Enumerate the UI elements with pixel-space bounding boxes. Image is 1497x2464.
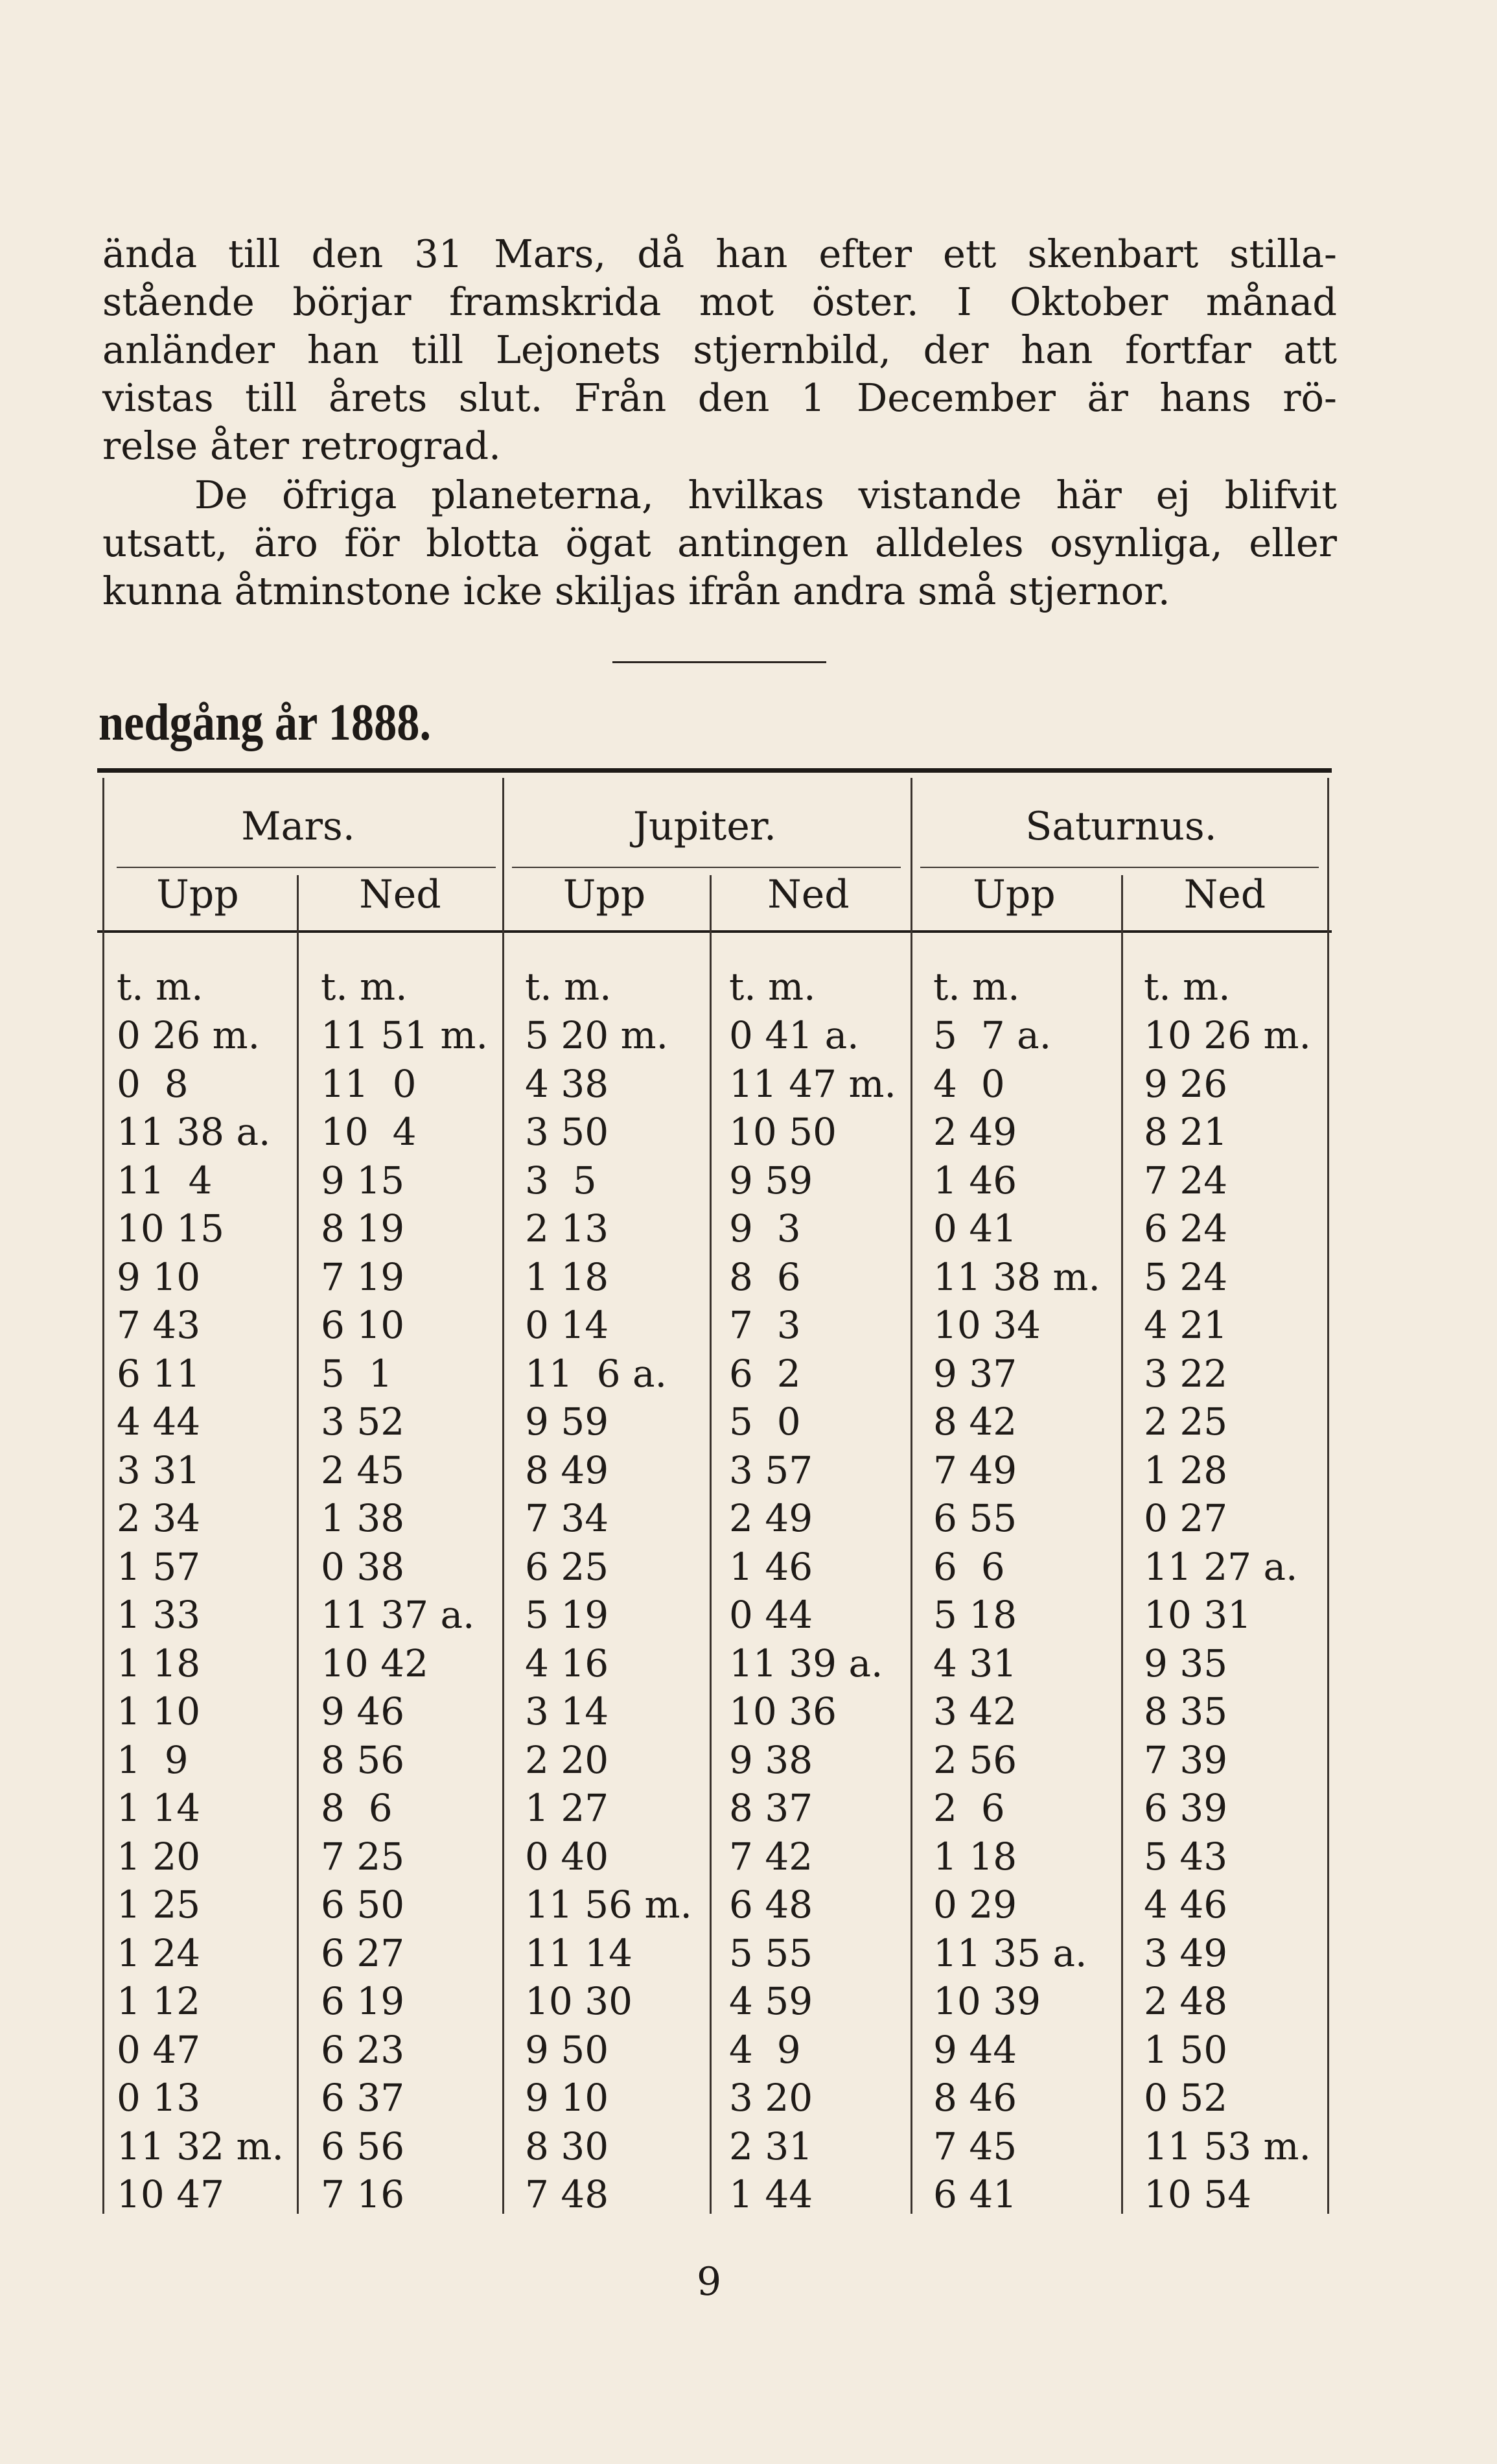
table-row	[97, 1494, 1332, 1542]
table-top-rule	[97, 768, 1332, 773]
time-cell: 11 47 m.	[729, 1061, 896, 1106]
unit-label: t. m.	[1144, 965, 1231, 1009]
time-cell: 4 16	[525, 1641, 609, 1685]
time-cell: 2 34	[117, 1496, 201, 1540]
time-cell: 11 32 m.	[117, 2124, 284, 2168]
time-cell: 9 10	[117, 1254, 201, 1299]
time-cell: 0 27	[1144, 1496, 1228, 1540]
table-row	[97, 1204, 1332, 1252]
planet-header-saturnus: Saturnus.	[1025, 804, 1217, 849]
time-cell: 11 56 m.	[525, 1883, 692, 1927]
paragraph2-line: kunna åtminstone icke skiljas ifrån andra små stjernor.	[102, 569, 1170, 613]
table-row	[97, 1108, 1332, 1156]
time-cell: 7 25	[321, 1834, 405, 1879]
time-cell: 11 38 m.	[933, 1254, 1100, 1299]
table-row	[97, 1736, 1332, 1784]
time-cell: 2 20	[525, 1737, 609, 1782]
table-heading: nedgång år 1888.	[99, 694, 432, 751]
section-divider	[612, 661, 826, 663]
time-cell: 4 38	[525, 1061, 609, 1106]
time-cell: 4 44	[117, 1400, 201, 1444]
table-row	[97, 1687, 1332, 1735]
rise-set-table	[97, 768, 1332, 2227]
time-cell: 3 20	[729, 2076, 813, 2120]
time-cell: 10 47	[117, 2172, 225, 2216]
time-cell: 7 16	[321, 2172, 405, 2216]
time-cell: 8 46	[933, 2076, 1017, 2120]
time-cell: 2 49	[933, 1110, 1017, 1154]
time-cell: 9 59	[525, 1400, 609, 1444]
planet-header-jupiter: Jupiter.	[632, 804, 777, 849]
time-cell: 4 21	[1144, 1303, 1228, 1347]
table-row	[97, 1543, 1332, 1591]
time-cell: 6 27	[321, 1930, 405, 1975]
saturnus-header-rule	[920, 867, 1319, 868]
time-cell: 11 6 a.	[525, 1351, 667, 1396]
time-cell: 2 6	[933, 1786, 1005, 1830]
table-row	[97, 1929, 1332, 1977]
time-cell: 5 7 a.	[933, 1013, 1052, 1057]
time-cell: 5 43	[1144, 1834, 1228, 1879]
time-cell: 2 13	[525, 1206, 609, 1250]
time-cell: 3 52	[321, 1400, 405, 1444]
unit-label: t. m.	[729, 965, 816, 1009]
time-cell: 7 34	[525, 1496, 609, 1540]
time-cell: 7 24	[1144, 1158, 1228, 1203]
mars-ned-header: Ned	[359, 872, 441, 917]
time-cell: 10 54	[1144, 2172, 1252, 2216]
time-cell: 9 10	[525, 2076, 609, 2120]
time-cell: 0 38	[321, 1544, 405, 1589]
time-cell: 1 33	[117, 1593, 201, 1637]
paragraph1-line: ända till den 31 Mars, då han efter ett skenbart stilla-	[102, 231, 1337, 276]
time-cell: 1 38	[321, 1496, 405, 1540]
time-cell: 10 34	[933, 1303, 1041, 1347]
time-cell: 1 46	[933, 1158, 1017, 1203]
time-cell: 8 35	[1144, 1689, 1228, 1733]
table-row	[97, 2122, 1332, 2170]
time-cell: 7 3	[729, 1303, 801, 1347]
time-cell: 0 29	[933, 1883, 1017, 1927]
paragraph1-line: relse åter retrograd.	[102, 423, 501, 468]
time-cell: 0 40	[525, 1834, 609, 1879]
time-cell: 1 57	[117, 1544, 201, 1589]
time-cell: 6 24	[1144, 1206, 1228, 1250]
time-cell: 1 50	[1144, 2027, 1228, 2072]
time-cell: 6 23	[321, 2027, 405, 2072]
time-cell: 9 44	[933, 2027, 1017, 2072]
time-cell: 8 49	[525, 1448, 609, 1492]
time-cell: 7 42	[729, 1834, 813, 1879]
time-cell: 2 25	[1144, 1400, 1228, 1444]
time-cell: 10 39	[933, 1979, 1041, 2023]
time-cell: 6 55	[933, 1496, 1017, 1540]
time-cell: 0 41	[933, 1206, 1017, 1250]
time-cell: 10 50	[729, 1110, 837, 1154]
paragraph2-line: utsatt, äro för blotta ögat antingen alldeles osynliga, eller	[102, 521, 1337, 565]
time-cell: 10 36	[729, 1689, 837, 1733]
time-cell: 10 4	[321, 1110, 417, 1154]
time-cell: 0 44	[729, 1593, 813, 1637]
time-cell: 7 45	[933, 2124, 1017, 2168]
table-row	[97, 1446, 1332, 1494]
time-cell: 10 31	[1144, 1593, 1252, 1637]
time-cell: 8 37	[729, 1786, 813, 1830]
time-cell: 8 56	[321, 1737, 405, 1782]
time-cell: 5 55	[729, 1930, 813, 1975]
time-cell: 0 41 a.	[729, 1013, 859, 1057]
time-cell: 1 24	[117, 1930, 201, 1975]
time-cell: 4 46	[1144, 1883, 1228, 1927]
time-cell: 8 19	[321, 1206, 405, 1250]
time-cell: 9 38	[729, 1737, 813, 1782]
time-cell: 2 48	[1144, 1979, 1228, 2023]
table-row	[97, 1639, 1332, 1687]
time-cell: 4 59	[729, 1979, 813, 2023]
time-cell: 6 19	[321, 1979, 405, 2023]
time-cell: 6 6	[933, 1544, 1005, 1589]
time-cell: 3 57	[729, 1448, 813, 1492]
time-cell: 9 3	[729, 1206, 801, 1250]
jupiter-header-rule	[512, 867, 901, 868]
time-cell: 3 49	[1144, 1930, 1228, 1975]
time-cell: 1 28	[1144, 1448, 1228, 1492]
time-cell: 10 42	[321, 1641, 429, 1685]
table-row	[97, 1833, 1332, 1881]
time-cell: 8 21	[1144, 1110, 1228, 1154]
time-cell: 9 15	[321, 1158, 405, 1203]
saturnus-upp-header: Upp	[973, 872, 1056, 917]
table-row	[97, 1591, 1332, 1639]
page-number: 9	[697, 2259, 722, 2305]
time-cell: 3 5	[525, 1158, 597, 1203]
table-row	[97, 2074, 1332, 2122]
time-cell: 8 6	[321, 1786, 393, 1830]
time-cell: 5 20 m.	[525, 1013, 669, 1057]
time-cell: 3 14	[525, 1689, 609, 1733]
time-cell: 11 51 m.	[321, 1013, 488, 1057]
time-cell: 1 44	[729, 2172, 813, 2216]
time-cell: 3 50	[525, 1110, 609, 1154]
time-cell: 3 22	[1144, 1351, 1228, 1396]
time-cell: 9 46	[321, 1689, 405, 1733]
time-cell: 6 56	[321, 2124, 405, 2168]
time-cell: 9 35	[1144, 1641, 1228, 1685]
mars-header-rule	[117, 867, 496, 868]
time-cell: 6 50	[321, 1883, 405, 1927]
unit-label: t. m.	[321, 965, 408, 1009]
table-row	[97, 1881, 1332, 1929]
table-row	[97, 1060, 1332, 1108]
planet-header-mars: Mars.	[241, 804, 355, 849]
paragraph2-line: De öfriga planeterna, hvilkas vistande här ej blifvit	[194, 473, 1337, 517]
time-cell: 0 14	[525, 1303, 609, 1347]
time-cell: 8 42	[933, 1400, 1017, 1444]
time-cell: 6 48	[729, 1883, 813, 1927]
paragraph1-line: stående börjar framskrida mot öster. I Oktober månad	[102, 279, 1337, 324]
time-cell: 5 19	[525, 1593, 609, 1637]
time-cell: 6 2	[729, 1351, 801, 1396]
time-cell: 1 20	[117, 1834, 201, 1879]
time-cell: 7 48	[525, 2172, 609, 2216]
jupiter-upp-header: Upp	[563, 872, 646, 917]
time-cell: 2 45	[321, 1448, 405, 1492]
time-cell: 2 31	[729, 2124, 813, 2168]
time-cell: 7 43	[117, 1303, 201, 1347]
time-cell: 6 10	[321, 1303, 405, 1347]
table-header-rule	[97, 930, 1332, 933]
time-cell: 7 19	[321, 1254, 405, 1299]
time-cell: 11 35 a.	[933, 1930, 1087, 1975]
time-cell: 10 26 m.	[1144, 1013, 1311, 1057]
time-cell: 0 8	[117, 1061, 189, 1106]
time-cell: 11 14	[525, 1930, 633, 1975]
time-cell: 11 37 a.	[321, 1593, 475, 1637]
table-row	[97, 1253, 1332, 1301]
time-cell: 3 42	[933, 1689, 1017, 1733]
time-cell: 2 56	[933, 1737, 1017, 1782]
time-cell: 1 18	[933, 1834, 1017, 1879]
time-cell: 11 53 m.	[1144, 2124, 1311, 2168]
saturnus-ned-header: Ned	[1183, 872, 1266, 917]
time-cell: 0 52	[1144, 2076, 1228, 2120]
time-cell: 9 26	[1144, 1061, 1228, 1106]
time-cell: 7 39	[1144, 1737, 1228, 1782]
time-cell: 9 50	[525, 2027, 609, 2072]
table-row	[97, 1301, 1332, 1349]
time-cell: 1 14	[117, 1786, 201, 1830]
time-cell: 6 25	[525, 1544, 609, 1589]
table-row	[97, 2170, 1332, 2218]
time-cell: 5 18	[933, 1593, 1017, 1637]
time-cell: 0 13	[117, 2076, 201, 2120]
table-row	[97, 1784, 1332, 1832]
time-cell: 9 37	[933, 1351, 1017, 1396]
time-cell: 11 27 a.	[1144, 1544, 1298, 1589]
time-cell: 10 30	[525, 1979, 633, 2023]
time-cell: 1 27	[525, 1786, 609, 1830]
unit-label: t. m.	[933, 965, 1020, 1009]
time-cell: 1 10	[117, 1689, 201, 1733]
time-cell: 11 0	[321, 1061, 417, 1106]
time-cell: 5 1	[321, 1351, 393, 1396]
time-cell: 5 0	[729, 1400, 801, 1444]
time-cell: 1 18	[117, 1641, 201, 1685]
time-cell: 1 25	[117, 1883, 201, 1927]
time-cell: 1 12	[117, 1979, 201, 2023]
unit-label: t. m.	[117, 965, 203, 1009]
time-cell: 4 31	[933, 1641, 1017, 1685]
time-cell: 6 41	[933, 2172, 1017, 2216]
time-cell: 11 38 a.	[117, 1110, 271, 1154]
table-row	[97, 1011, 1332, 1059]
time-cell: 5 24	[1144, 1254, 1228, 1299]
paragraph1-line: vistas till årets slut. Från den 1 December är hans rö-	[102, 375, 1337, 420]
units-row	[97, 963, 1332, 1011]
table-row	[97, 1977, 1332, 2025]
time-cell: 4 9	[729, 2027, 801, 2072]
time-cell: 6 39	[1144, 1786, 1228, 1830]
time-cell: 8 6	[729, 1254, 801, 1299]
time-cell: 1 46	[729, 1544, 813, 1589]
time-cell: 0 47	[117, 2027, 201, 2072]
time-cell: 1 18	[525, 1254, 609, 1299]
jupiter-ned-header: Ned	[767, 872, 850, 917]
time-cell: 2 49	[729, 1496, 813, 1540]
time-cell: 9 59	[729, 1158, 813, 1203]
unit-label: t. m.	[525, 965, 612, 1009]
time-cell: 0 26 m.	[117, 1013, 261, 1057]
time-cell: 1 9	[117, 1737, 189, 1782]
time-cell: 4 0	[933, 1061, 1005, 1106]
time-cell: 11 39 a.	[729, 1641, 883, 1685]
paragraph1-line: anländer han till Lejonets stjernbild, der han fortfar att	[102, 327, 1337, 372]
table-row	[97, 1156, 1332, 1204]
time-cell: 8 30	[525, 2124, 609, 2168]
time-cell: 7 49	[933, 1448, 1017, 1492]
mars-upp-header: Upp	[156, 872, 239, 917]
time-cell: 10 15	[117, 1206, 225, 1250]
time-cell: 3 31	[117, 1448, 201, 1492]
time-cell: 6 11	[117, 1351, 201, 1396]
time-cell: 11 4	[117, 1158, 213, 1203]
table-row	[97, 1350, 1332, 1398]
time-cell: 6 37	[321, 2076, 405, 2120]
table-row	[97, 2026, 1332, 2074]
table-row	[97, 1398, 1332, 1446]
